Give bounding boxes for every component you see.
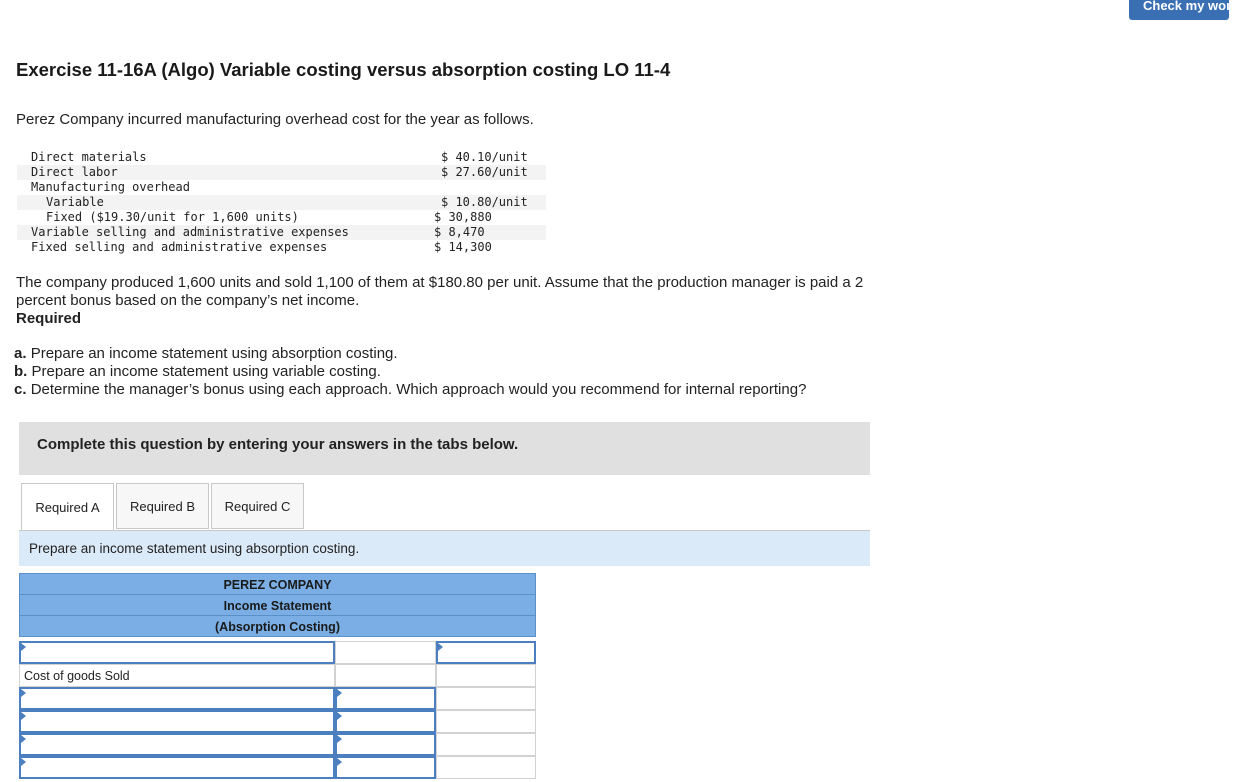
statement-title: Income Statement [19, 594, 536, 616]
input-marker-icon [337, 735, 342, 743]
requirement-letter: c. [14, 381, 27, 398]
cost-label: Fixed selling and administrative expenses [31, 240, 328, 254]
cost-row-variable [17, 195, 546, 210]
input-marker-icon [337, 758, 342, 766]
amount-input[interactable] [335, 733, 436, 756]
description-text: The company produced 1,600 units and sold 1,100 of them at $180.80 per unit. Assume that the production manager is paid a 2 percent bonus based on the company’s net income. [16, 274, 864, 309]
required-heading: Required [16, 310, 82, 327]
label-dropdown[interactable] [19, 687, 335, 710]
tab-required-c[interactable]: Required C [211, 483, 304, 529]
input-marker-icon [438, 643, 443, 651]
table-row [19, 733, 536, 756]
tab-required-b[interactable]: Required B [116, 483, 209, 529]
cost-row-fixed-sga [17, 240, 546, 255]
requirements-list [14, 345, 806, 399]
cost-value: $ 30,880 [434, 210, 492, 224]
statement-subtitle: (Absorption Costing) [19, 615, 536, 637]
requirement-letter: a. [14, 345, 27, 362]
table-cell [436, 733, 536, 756]
banner-text: Complete this question by entering your answers in the tabs below. [37, 436, 519, 453]
requirement-a [14, 345, 806, 363]
table-cell [335, 664, 436, 687]
requirement-text: Prepare an income statement using absorption costing. [30, 345, 398, 362]
amount-input[interactable] [436, 641, 536, 664]
cost-row-var-sga [17, 225, 546, 240]
instructions-banner [19, 422, 870, 475]
cost-value: $ 10.80/unit [441, 195, 528, 209]
income-statement-header [19, 573, 536, 637]
cost-row-mfg-overhead [17, 180, 546, 195]
table-row [19, 710, 536, 733]
table-cell [436, 687, 536, 710]
dropdown-arrow-icon [21, 758, 26, 766]
cost-table [17, 150, 546, 255]
input-marker-icon [337, 689, 342, 697]
requirement-text: Prepare an income statement using variable costing. [31, 363, 381, 380]
table-cell [436, 664, 536, 687]
cost-value: $ 40.10/unit [441, 150, 528, 164]
dropdown-arrow-icon [21, 712, 26, 720]
table-row [19, 664, 536, 687]
cost-label: Variable [46, 195, 104, 209]
cost-label: Variable selling and administrative expenses [31, 225, 349, 239]
table-row [19, 756, 536, 779]
table-cell [19, 664, 335, 687]
instruction-text: Prepare an income statement using absorption costing. [29, 541, 360, 556]
table-cell [436, 756, 536, 779]
cost-value: $ 27.60/unit [441, 165, 528, 179]
requirement-letter: b. [14, 363, 28, 380]
amount-input[interactable] [335, 756, 436, 779]
requirement-b [14, 363, 806, 381]
label-dropdown[interactable] [19, 733, 335, 756]
page-title: Exercise 11-16A (Algo) Variable costing versus absorption costing LO 11-4 [16, 59, 671, 80]
input-marker-icon [337, 712, 342, 720]
table-row [19, 641, 536, 664]
cost-value: $ 8,470 [434, 225, 485, 239]
cost-label: Manufacturing overhead [31, 180, 190, 194]
cogs-label: Cost of goods Sold [24, 669, 130, 683]
requirement-text: Determine the manager’s bonus using each approach. Which approach would you recommend for internal reporting? [30, 381, 807, 398]
table-cell [436, 710, 536, 733]
cost-row-direct-materials [17, 150, 546, 165]
check-my-work-button[interactable]: Check my work [1129, 0, 1229, 20]
description [16, 274, 916, 328]
cost-row-fixed [17, 210, 546, 225]
income-statement-grid [19, 641, 536, 779]
cost-value: $ 14,300 [434, 240, 492, 254]
amount-input[interactable] [335, 710, 436, 733]
requirement-c [14, 381, 806, 399]
intro-text: Perez Company incurred manufacturing overhead cost for the year as follows. [16, 111, 534, 128]
label-dropdown[interactable] [19, 756, 335, 779]
cost-label: Direct materials [31, 150, 147, 164]
amount-input[interactable] [335, 687, 436, 710]
tab-required-a[interactable]: Required A [21, 483, 114, 531]
statement-company: PEREZ COMPANY [19, 573, 536, 595]
dropdown-arrow-icon [21, 689, 26, 697]
table-cell [335, 641, 436, 664]
dropdown-arrow-icon [21, 735, 26, 743]
cost-row-direct-labor [17, 165, 546, 180]
tab-instruction [19, 531, 870, 566]
dropdown-arrow-icon [21, 643, 26, 651]
label-dropdown[interactable] [19, 641, 335, 664]
cost-label: Fixed ($19.30/unit for 1,600 units) [46, 210, 299, 224]
table-row [19, 687, 536, 710]
cost-label: Direct labor [31, 165, 118, 179]
label-dropdown[interactable] [19, 710, 335, 733]
